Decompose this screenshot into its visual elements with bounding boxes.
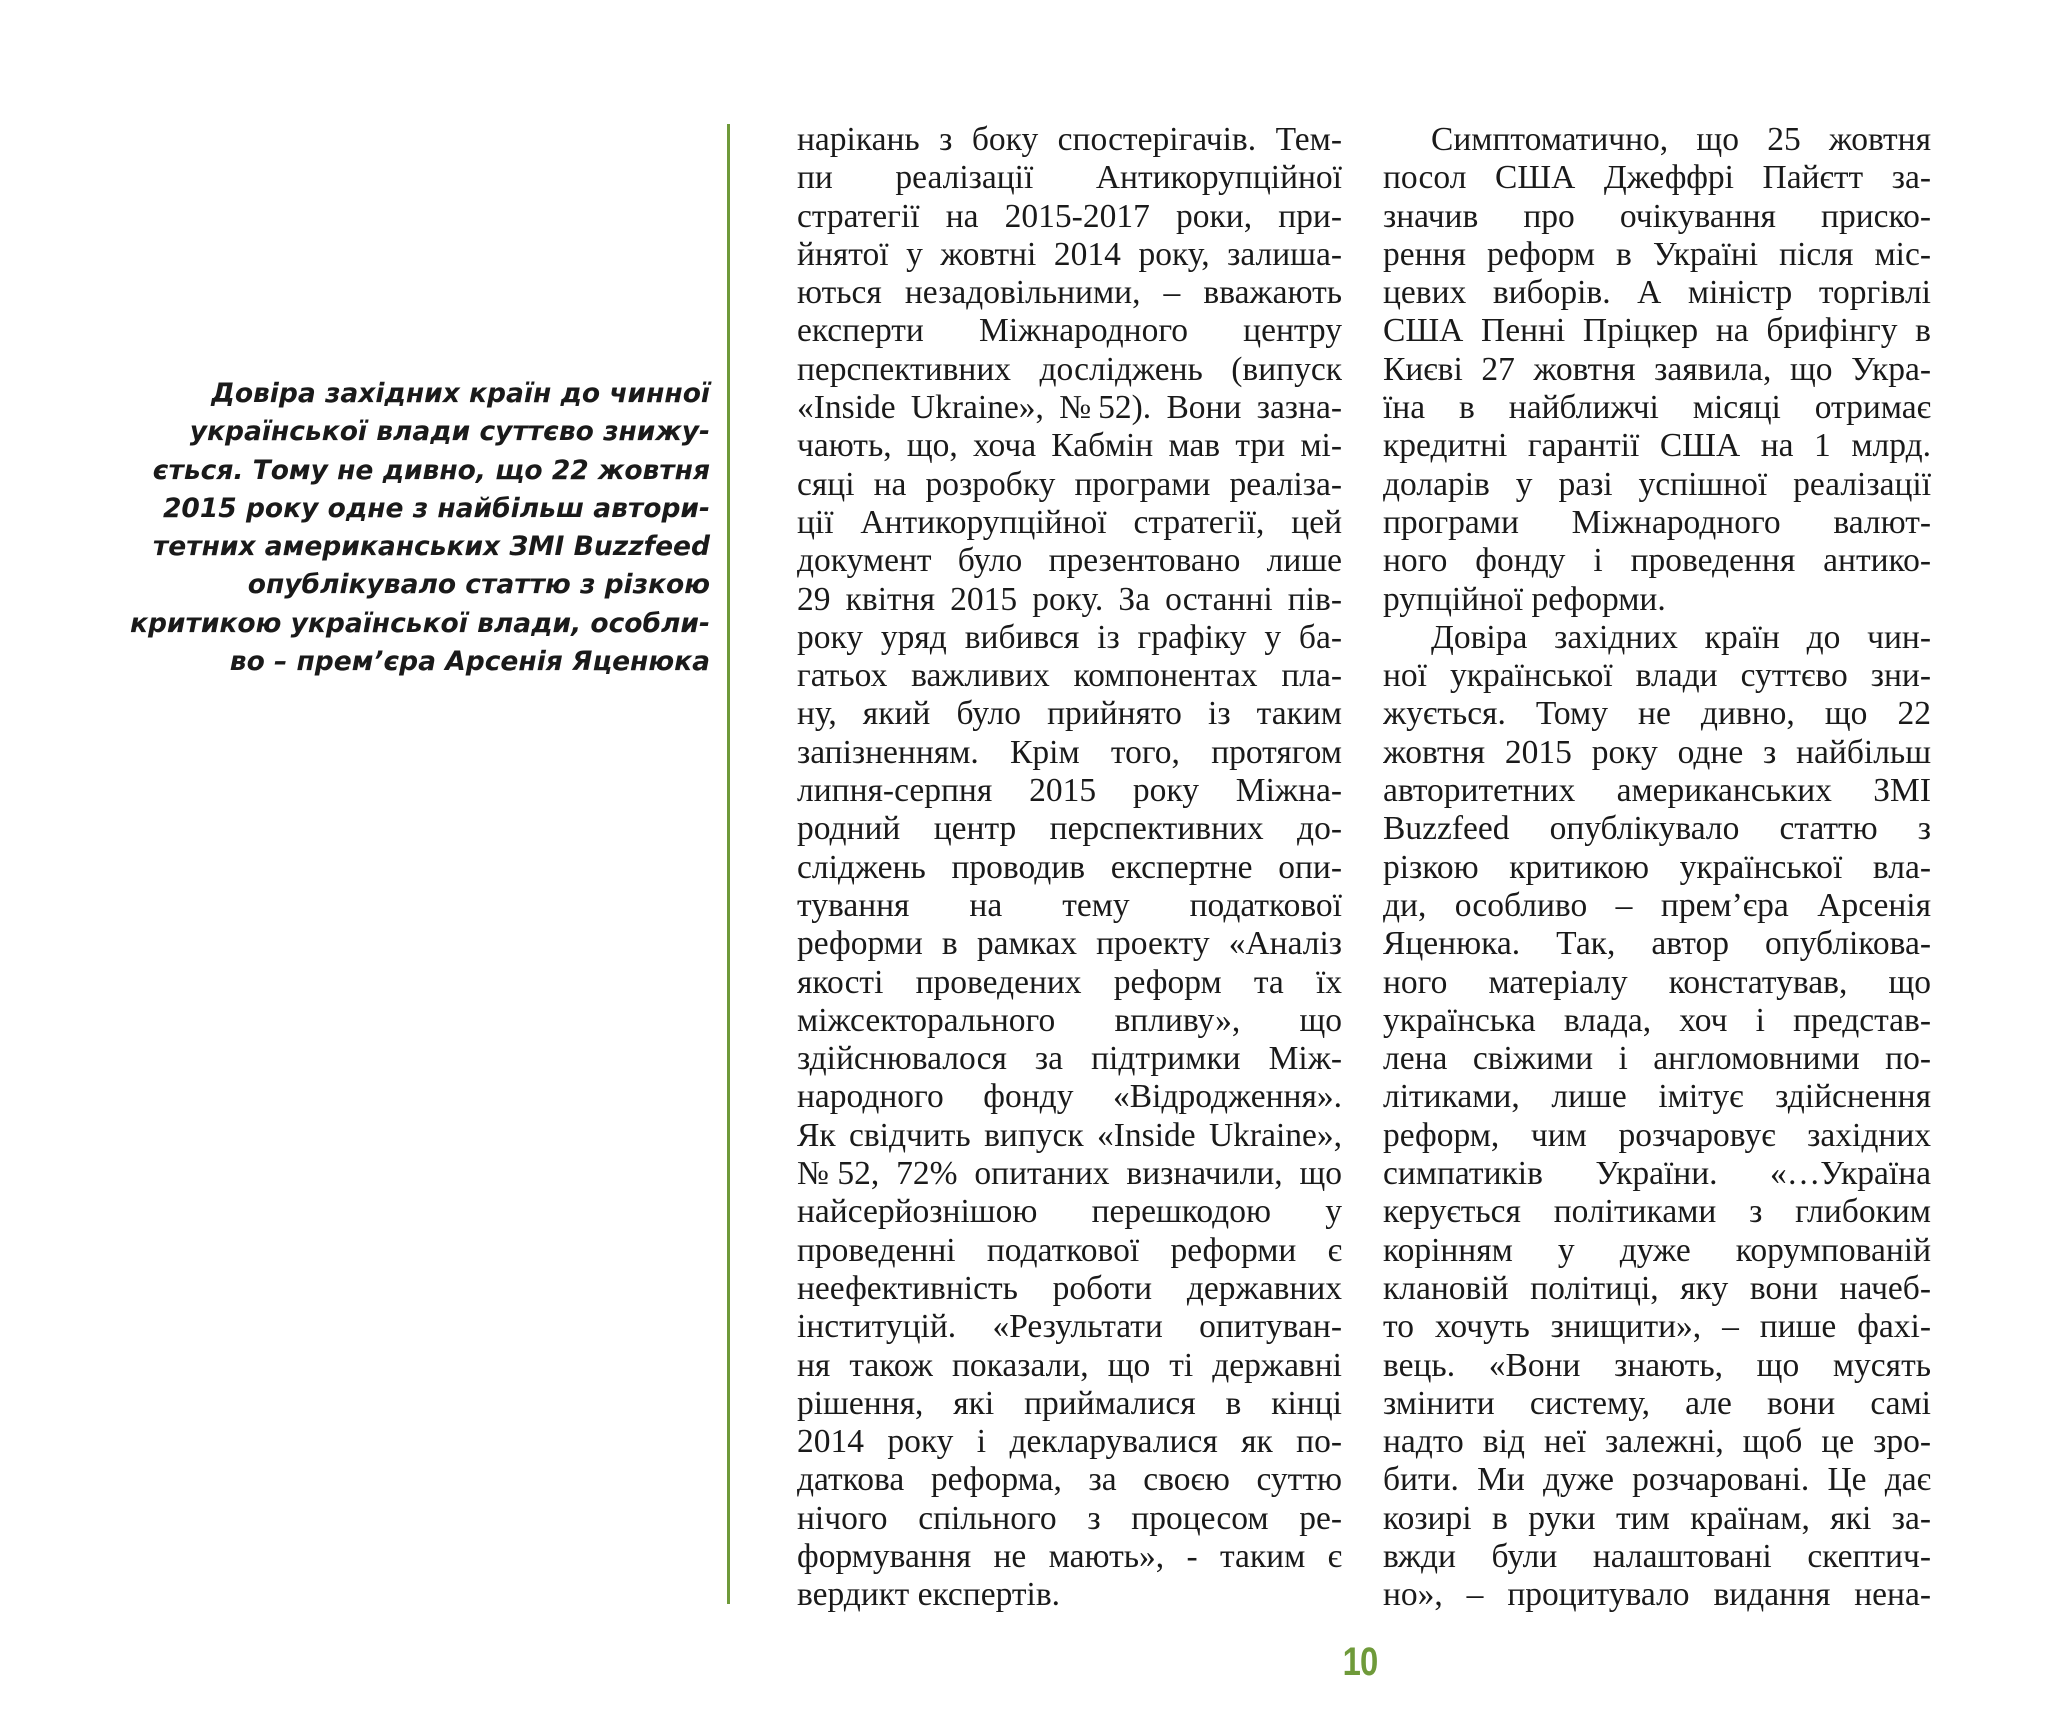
text-line: лена свіжими і англомовними по- — [1383, 1040, 1931, 1078]
text-line: здійснювалося за підтримки Між- — [797, 1040, 1342, 1078]
text-line: літиками, лише імітує здійснення — [1383, 1078, 1931, 1116]
text-line: змінити систему, але вони самі — [1383, 1384, 1931, 1422]
vertical-divider — [727, 124, 730, 1604]
text-line: Яценюка. Так, автор опублікова- — [1383, 925, 1931, 963]
text-line: ної української влади суттєво зни- — [1383, 657, 1931, 695]
text-line: вжди були налаштовані скептич- — [1383, 1537, 1931, 1575]
text-line: нарікань з боку спостерігачів. Тем- — [797, 121, 1342, 158]
text-line: жовтня 2015 року одне з найбільш — [1383, 733, 1931, 771]
text-line: сяці на розробку програми реаліза- — [797, 465, 1342, 503]
text-line: запізненням. Крім того, протягом — [797, 733, 1342, 771]
text-line: ються незадовільними, – вважають — [797, 274, 1342, 312]
text-line: ного матеріалу констатував, що — [1383, 963, 1931, 1001]
pull-quote-line: української влади суттєво знижу- — [189, 416, 710, 448]
text-line: то хочуть знищити», – пише фахі- — [1383, 1308, 1931, 1346]
text-line: експерти Міжнародного центру — [797, 312, 1342, 350]
text-line: вець. «Вони знають, що мусять — [1383, 1346, 1931, 1384]
text-line: вердикт експертів. — [797, 1576, 1061, 1614]
text-line: надто від неї залежні, щоб це зро- — [1383, 1423, 1931, 1461]
text-line: народного фонду «Відродження». — [797, 1078, 1342, 1116]
pull-quote-line: Довіра західних країн до чинної — [211, 378, 710, 409]
text-line: нічого спільного з процесом ре- — [797, 1499, 1342, 1537]
text-line: найсерйознішою перешкодою у — [797, 1193, 1342, 1231]
text-line: чають, що, хоча Кабмін мав три мі- — [797, 427, 1342, 465]
text-line: керується політиками з глибоким — [1383, 1193, 1931, 1231]
text-line: 29 квітня 2015 року. За останні пів- — [797, 580, 1342, 618]
text-line: тування на тему податкової — [797, 886, 1342, 924]
text-line: родний центр перспективних до- — [797, 810, 1342, 848]
pull-quote-line: тетних американських ЗМІ Buzzfeed — [152, 531, 710, 563]
text-line: ну, який було прийнято із таким — [797, 695, 1342, 733]
text-line: різкою критикою української вла- — [1383, 848, 1931, 886]
text-line: сліджень проводив експертне опи- — [797, 848, 1342, 886]
text-line: «Inside Ukraine», №52). Вони зазна- — [797, 389, 1342, 427]
text-line: клановій політиці, яку вони начеб- — [1383, 1269, 1931, 1307]
text-line: ня також показали, що ті державні — [797, 1346, 1342, 1384]
pull-quote-line: во – прем’єра Арсенія Яценюка — [229, 646, 710, 678]
text-line: Симптоматично, що 25 жовтня — [1431, 121, 1931, 158]
text-line: міжсекторального впливу», що — [797, 1001, 1342, 1039]
text-line: неефективність роботи державних — [797, 1269, 1342, 1307]
text-line: Довіра західних країн до чин- — [1431, 618, 1931, 656]
text-line: рупційної реформи. — [1383, 580, 1666, 618]
text-line: рення реформ в Україні після міс- — [1383, 235, 1931, 273]
text-line: Buzzfeed опублікувало статтю з — [1383, 810, 1931, 848]
body-column-1 — [797, 121, 1342, 1615]
text-line: кредитні гарантії США на 1 млрд. — [1383, 427, 1931, 465]
text-line: №52, 72% опитаних визначили, що — [797, 1155, 1342, 1193]
text-line: Як свідчить випуск «Inside Ukraine», — [797, 1116, 1342, 1154]
text-line: симпатиків України. «…Україна — [1383, 1155, 1931, 1193]
text-line: проведенні податкової реформи є — [797, 1231, 1342, 1269]
text-line: значив про очікування приско- — [1383, 197, 1931, 235]
text-line: корінням у дуже корумпованій — [1383, 1231, 1931, 1269]
text-line: українська влада, хоч і представ- — [1383, 1001, 1931, 1039]
text-line: перспективних досліджень (випуск — [797, 350, 1342, 388]
text-line: якості проведених реформ та їх — [797, 963, 1342, 1001]
text-line: ного фонду і проведення антико- — [1383, 542, 1931, 580]
text-line: США Пенні Пріцкер на брифінгу в — [1383, 312, 1931, 350]
text-line: року уряд вибився із графіку у ба- — [797, 618, 1342, 656]
pull-quote — [100, 375, 710, 681]
text-line: ди, особливо – прем’єра Арсенія — [1383, 886, 1931, 924]
body-column-2 — [1383, 121, 1931, 1615]
pull-quote-line: ється. Тому не дивно, що 22 жовтня — [152, 454, 710, 486]
text-line: реформ, чим розчаровує західних — [1383, 1116, 1931, 1154]
text-line: доларів у разі успішної реалізації — [1383, 465, 1931, 503]
page-number: 10 — [1342, 1640, 1378, 1684]
text-line: 2014 року і декларувалися як по- — [797, 1423, 1342, 1461]
text-line: жується. Тому не дивно, що 22 — [1383, 695, 1931, 733]
text-line: рішення, які приймалися в кінці — [797, 1384, 1342, 1422]
text-line: їна в найближчі місяці отримає — [1383, 389, 1931, 427]
text-line: пи реалізації Антикорупційної — [797, 159, 1342, 197]
text-line: авторитетних американських ЗМІ — [1383, 772, 1931, 810]
text-line: Києві 27 жовтня заявила, що Укра- — [1383, 350, 1931, 388]
text-line: програми Міжнародного валют- — [1383, 503, 1931, 541]
text-line: даткова реформа, за своєю суттю — [797, 1461, 1342, 1499]
text-line: козирі в руки тим країнам, які за- — [1383, 1499, 1931, 1537]
text-line: формування не мають», - таким є — [797, 1537, 1342, 1575]
pull-quote-line: 2015 року одне з найбільш автори- — [162, 492, 710, 524]
text-line: но», – процитувало видання нена- — [1383, 1576, 1931, 1614]
text-line: документ було презентовано лише — [797, 542, 1342, 580]
text-line: бити. Ми дуже розчаровані. Це дає — [1383, 1461, 1931, 1499]
text-line: реформи в рамках проекту «Аналіз — [797, 925, 1342, 963]
text-line: гатьох важливих компонентах пла- — [797, 657, 1342, 695]
text-line: ції Антикорупційної стратегії, цей — [797, 503, 1342, 541]
text-line: липня-серпня 2015 року Міжна- — [797, 772, 1342, 810]
text-line: цевих виборів. А міністр торгівлі — [1383, 274, 1931, 312]
text-line: посол США Джеффрі Пайєтт за- — [1383, 159, 1931, 197]
text-line: стратегії на 2015-2017 роки, при- — [797, 197, 1342, 235]
text-line: йнятої у жовтні 2014 року, залиша- — [797, 235, 1342, 273]
pull-quote-line: критикою української влади, особли- — [129, 607, 710, 639]
pull-quote-line: опублікувало статтю з різкою — [247, 569, 710, 601]
text-line: інституцій. «Результати опитуван- — [797, 1308, 1342, 1346]
